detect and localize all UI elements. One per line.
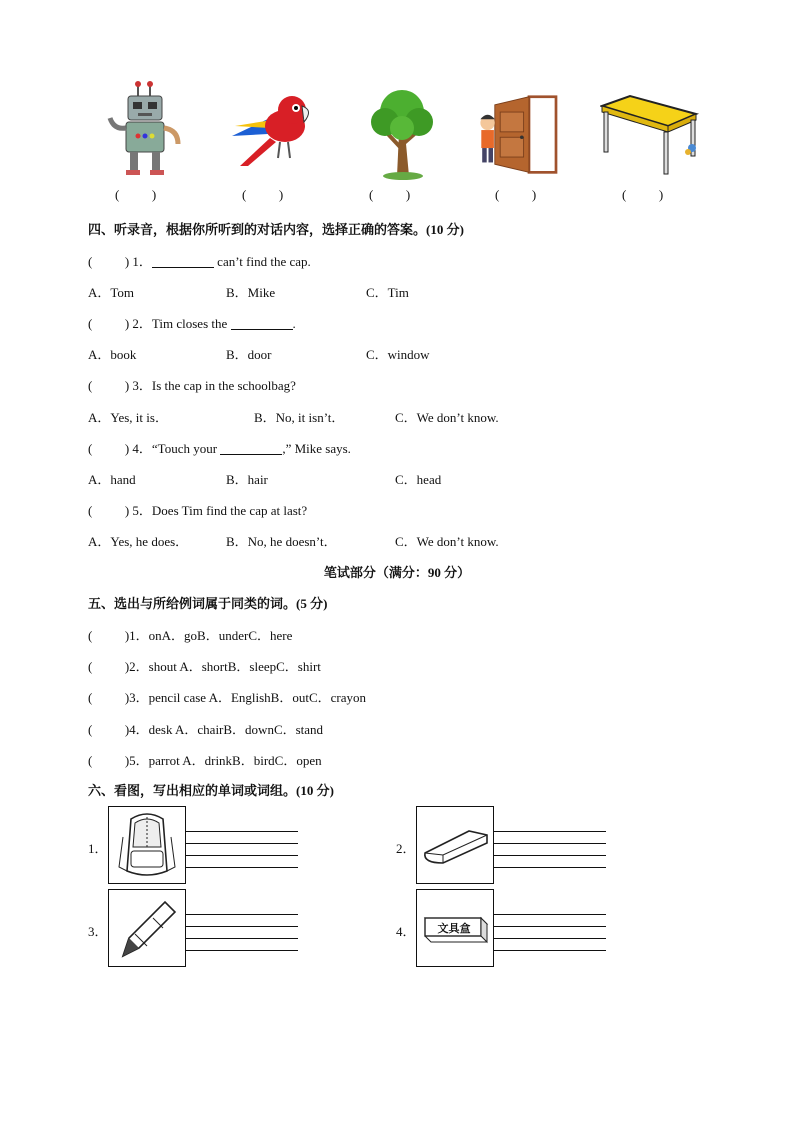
item-6-4-number: 4． <box>396 924 416 939</box>
item-6-3-write-lines[interactable] <box>186 903 298 951</box>
q2-option-a[interactable]: A．book <box>88 347 137 362</box>
q2-blank[interactable] <box>231 317 293 330</box>
table-image <box>600 78 700 183</box>
q1-option-b[interactable]: B．Mike <box>226 285 276 300</box>
crayon-icon <box>109 890 185 966</box>
q1-suffix: can’t find the cap. <box>213 254 311 269</box>
q2-option-c[interactable]: C．window <box>366 347 430 362</box>
q1-blank[interactable] <box>152 255 214 268</box>
section-5-item-2[interactable]: ( )2．shout A．shortB．sleepC．shirt <box>88 659 321 674</box>
door-image <box>475 78 565 183</box>
picture-5-answer[interactable]: ( ) <box>622 187 664 202</box>
q4-option-b[interactable]: B．hair <box>226 472 268 487</box>
q4-suffix: ,” Mike says. <box>282 441 351 456</box>
picture-4-answer[interactable]: ( ) <box>495 187 537 202</box>
q4-blank[interactable] <box>220 442 282 455</box>
q3-option-a[interactable]: A．Yes, it is． <box>88 410 168 425</box>
q3-option-b[interactable]: B．No, it isn’t． <box>254 410 345 425</box>
pencil-box-picture-box <box>416 889 494 967</box>
item-6-1-write-lines[interactable] <box>186 820 298 868</box>
section-5-title: 五、选出与所给例词属于同类的词。(5 分) <box>88 596 328 611</box>
item-6-4-write-lines[interactable] <box>494 903 606 951</box>
section-4-title: 四、听录音，根据你所听到的对话内容，选择正确的答案。(10 分) <box>88 222 464 237</box>
item-6-2-number: 2． <box>396 841 416 856</box>
backpack-icon <box>109 807 185 883</box>
backpack-picture-box <box>108 806 186 884</box>
parrot-image <box>230 78 320 183</box>
q5-option-c[interactable]: C．We don’t know. <box>395 534 499 549</box>
q3-option-c[interactable]: C．We don’t know. <box>395 410 499 425</box>
q4-option-a[interactable]: A．hand <box>88 472 136 487</box>
picture-3-answer[interactable]: ( ) <box>369 187 411 202</box>
q2-prefix: ( ) 2．Tim closes the <box>88 316 231 331</box>
item-6-2-write-lines[interactable] <box>494 820 606 868</box>
section-5-item-4[interactable]: ( )4．desk A．chairB．downC．stand <box>88 722 324 737</box>
q4-prefix: ( ) 4．“Touch your <box>88 441 221 456</box>
q1-option-c[interactable]: C．Tim <box>366 285 409 300</box>
q4-option-c[interactable]: C．head <box>395 472 442 487</box>
q2-option-b[interactable]: B．door <box>226 347 272 362</box>
written-part-title: 笔试部分（满分：90 分） <box>323 565 471 580</box>
section-5-item-1[interactable]: ( )1．onA．goB．underC．here <box>88 628 293 643</box>
question-4-1 <box>88 251 311 270</box>
q5-option-a[interactable]: A．Yes, he does． <box>88 534 189 549</box>
section-6-title: 六、看图，写出相应的单词或词组。(10 分) <box>88 783 334 798</box>
q5-option-b[interactable]: B．No, he doesn’t． <box>226 534 337 549</box>
q2-suffix: . <box>292 316 296 331</box>
picture-2-answer[interactable]: ( ) <box>242 187 284 202</box>
tree-image <box>357 78 447 183</box>
crayon-picture-box <box>108 889 186 967</box>
item-6-3-number: 3． <box>88 924 108 939</box>
item-6-1-number: 1． <box>88 841 108 856</box>
question-4-3: ( ) 3．Is the cap in the schoolbag? <box>88 378 296 393</box>
question-4-2 <box>88 313 296 332</box>
robot-image <box>100 78 190 183</box>
question-4-4 <box>88 438 351 457</box>
section-5-item-5[interactable]: ( )5．parrot A．drinkB．birdC．open <box>88 753 322 768</box>
q1-prefix: ( ) 1． <box>88 254 152 269</box>
pencil-box-label: 文具盒 <box>437 923 471 935</box>
eraser-picture-box <box>416 806 494 884</box>
picture-1-answer[interactable]: ( ) <box>115 187 157 202</box>
q1-option-a[interactable]: A．Tom <box>88 285 135 300</box>
picture-row <box>95 78 715 188</box>
eraser-icon <box>417 807 493 883</box>
section-5-item-3[interactable]: ( )3．pencil case A．EnglishB．outC．crayon <box>88 690 367 705</box>
question-4-5: ( ) 5．Does Tim find the cap at last? <box>88 503 308 518</box>
